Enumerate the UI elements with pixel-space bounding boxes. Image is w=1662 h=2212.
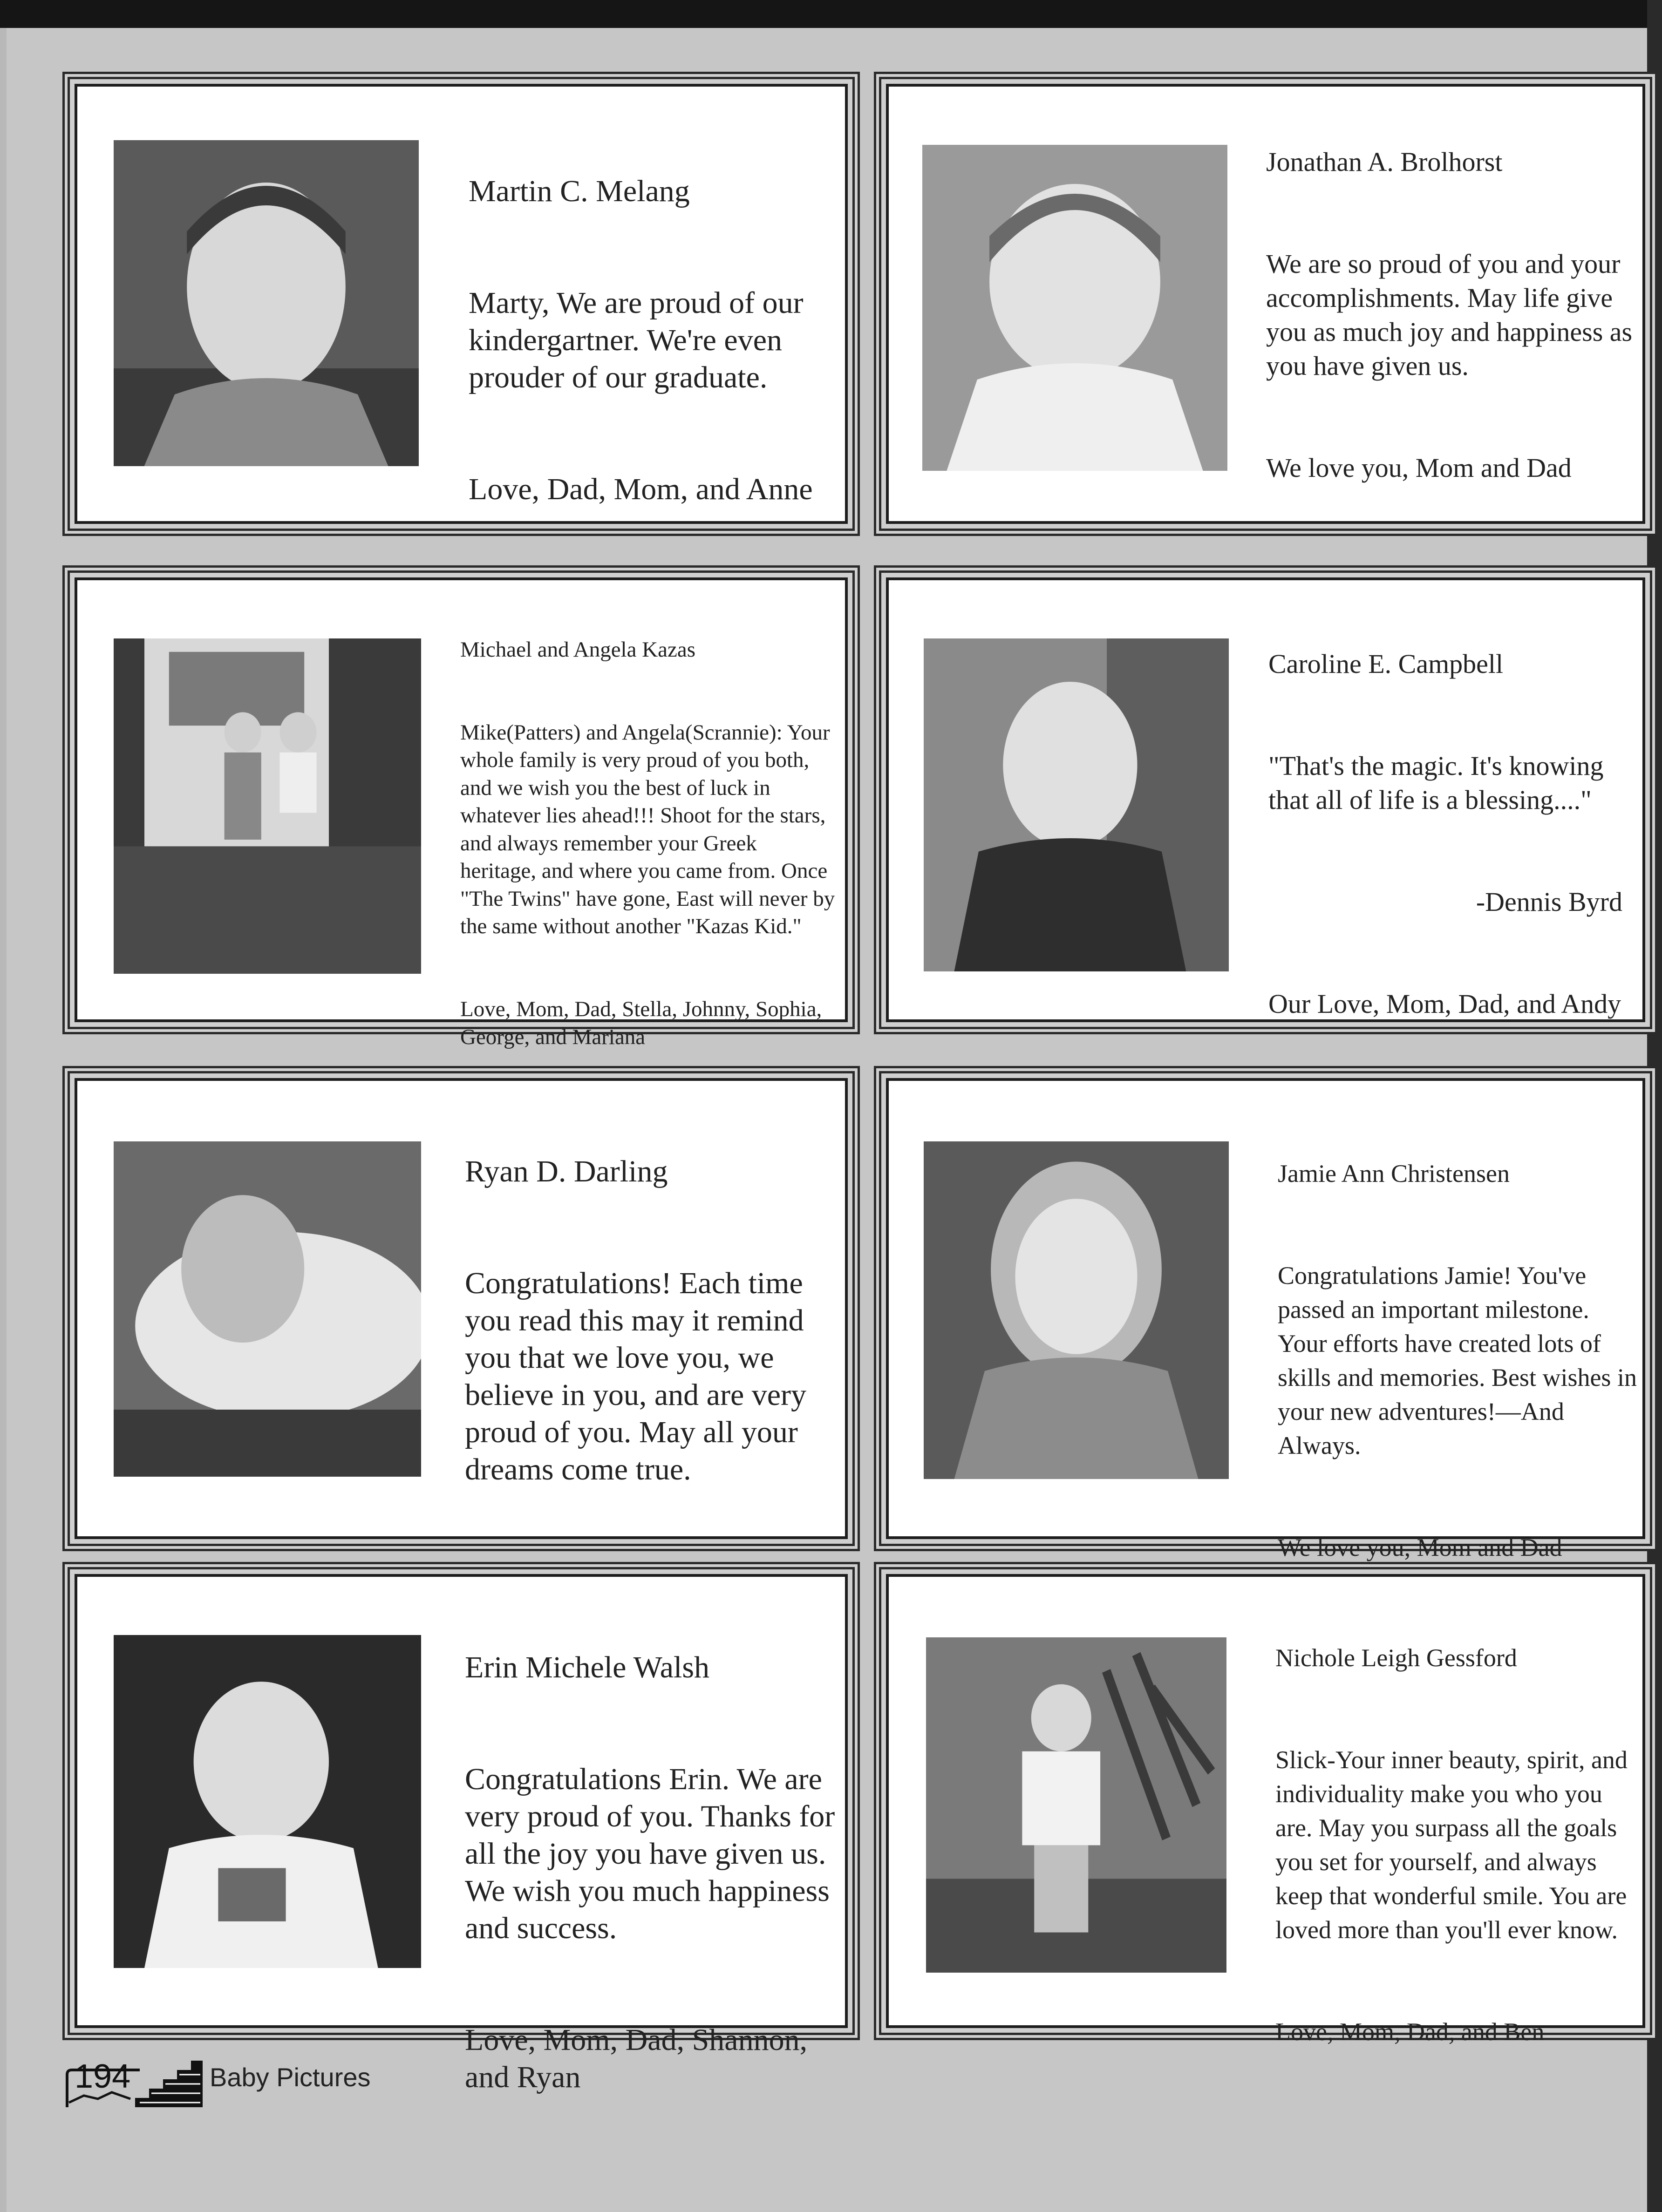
tribute-closing: Love, Mom, Dad, Shannon, and Ryan: [465, 2023, 808, 2094]
tribute-closing: Love, Mom, Dad, and Ben: [1275, 2018, 1545, 2046]
tribute-message: Slick-Your inner beauty, spirit, and individuality make you who you are. May you surpass all the goals you set for yourself, and always keep that wonderful smile. You are loved more than you'll ever know.: [1275, 1746, 1628, 1944]
child-full-body-image: [926, 1637, 1226, 1973]
tribute-card-jonathan-brolhorst: [886, 84, 1645, 524]
quote-attribution: -Dennis Byrd: [1476, 887, 1622, 917]
baby-photo: [926, 1637, 1226, 1973]
tribute-closing: We love you, Mom and Dad: [1278, 1533, 1562, 1561]
tribute-closing: Love, Mom, Dad, Stella, Johnny, Sophia, George, and Mariana: [460, 997, 822, 1049]
child-name: Caroline E. Campbell: [1268, 649, 1504, 679]
twins-photo-image: [114, 638, 421, 974]
baby-photo: [114, 1635, 421, 1968]
page-number: 194: [75, 2058, 131, 2095]
tribute-text: [1275, 1607, 1639, 2083]
child-name: Michael and Angela Kazas: [460, 637, 696, 662]
tribute-card-ryan-darling: [75, 1078, 848, 1539]
baby-photo: [114, 1141, 421, 1477]
child-portrait-image: [924, 1141, 1229, 1479]
scan-top-edge: [0, 0, 1662, 28]
tribute-card-jamie-christensen: [886, 1078, 1645, 1561]
baby-portrait-image: [114, 1141, 421, 1477]
baby-photo: [924, 1141, 1229, 1479]
tribute-message: We are so proud of you and your accomplishments. May life give you as much joy and happiness as you have given us.: [1266, 249, 1633, 381]
tribute-text: [1278, 1123, 1641, 1599]
tribute-text: [460, 608, 838, 1079]
baby-photo: [114, 638, 421, 974]
tribute-card-kazas: [75, 577, 848, 1049]
child-name: Martin C. Melang: [469, 174, 690, 208]
page-binding-edge: [1647, 0, 1662, 2212]
child-name: Erin Michele Walsh: [465, 1650, 710, 1684]
child-portrait-image: [922, 145, 1227, 471]
tribute-text: [1268, 613, 1641, 1055]
tribute-message: Congratulations Jamie! You've passed an important milestone. Your efforts have created lots of skills and memories. Best wishes in your new adventures!—And Always.: [1278, 1262, 1637, 1459]
tribute-card-caroline-campbell: [886, 577, 1645, 1022]
baby-photo: [114, 140, 419, 466]
tribute-text: [465, 1612, 838, 2133]
tribute-message: Congratulations Erin. We are very proud of you. Thanks for all the joy you have given us. We wish you much happiness and success.: [465, 1762, 835, 1945]
child-portrait-image: [924, 638, 1229, 971]
tribute-message: "That's the magic. It's knowing that all of life is a blessing....": [1268, 751, 1604, 815]
child-name: Ryan D. Darling: [465, 1154, 668, 1188]
child-name: Jonathan A. Brolhorst: [1266, 147, 1503, 177]
tribute-message: Marty, We are proud of our kindergartner. We're even prouder of our graduate.: [469, 286, 804, 394]
child-name: Jamie Ann Christensen: [1278, 1160, 1510, 1187]
child-portrait-image: [114, 140, 419, 466]
tribute-closing: Our Love, Mom, Dad, and Andy: [1268, 989, 1621, 1019]
tribute-text: [1266, 111, 1639, 519]
tribute-closing: We love you, Mom and Dad: [1266, 453, 1572, 483]
tribute-message: Congratulations! Each time you read this may it remind you that we love you, we believe in you, and are very proud of you. May all your dreams come true.: [465, 1266, 807, 1486]
tribute-text: [465, 1116, 838, 1637]
section-label: Baby Pictures: [210, 2063, 371, 2092]
child-name: Nichole Leigh Gessford: [1275, 1644, 1517, 1672]
baby-portrait-image: [114, 1635, 421, 1968]
tribute-card-nichole-gessford: [886, 1574, 1645, 2046]
tribute-closing: Love, Dad, Mom, and Anne: [469, 472, 813, 506]
scan-left-edge: [0, 28, 7, 2212]
baby-photo: [924, 638, 1229, 971]
tribute-card-martin-melang: [75, 84, 848, 524]
tribute-text: [469, 136, 837, 545]
baby-photo: [922, 145, 1227, 471]
tribute-message: Mike(Patters) and Angela(Scrannie): Your whole family is very proud of you both, and we wish you the best of luck in whatever lies ahead!!! Shoot for the stars, and always remember your Greek heritage, and where you came from. Once "The Twins" have gone, East will never by the same without another "Kazas Kid.": [460, 720, 835, 938]
